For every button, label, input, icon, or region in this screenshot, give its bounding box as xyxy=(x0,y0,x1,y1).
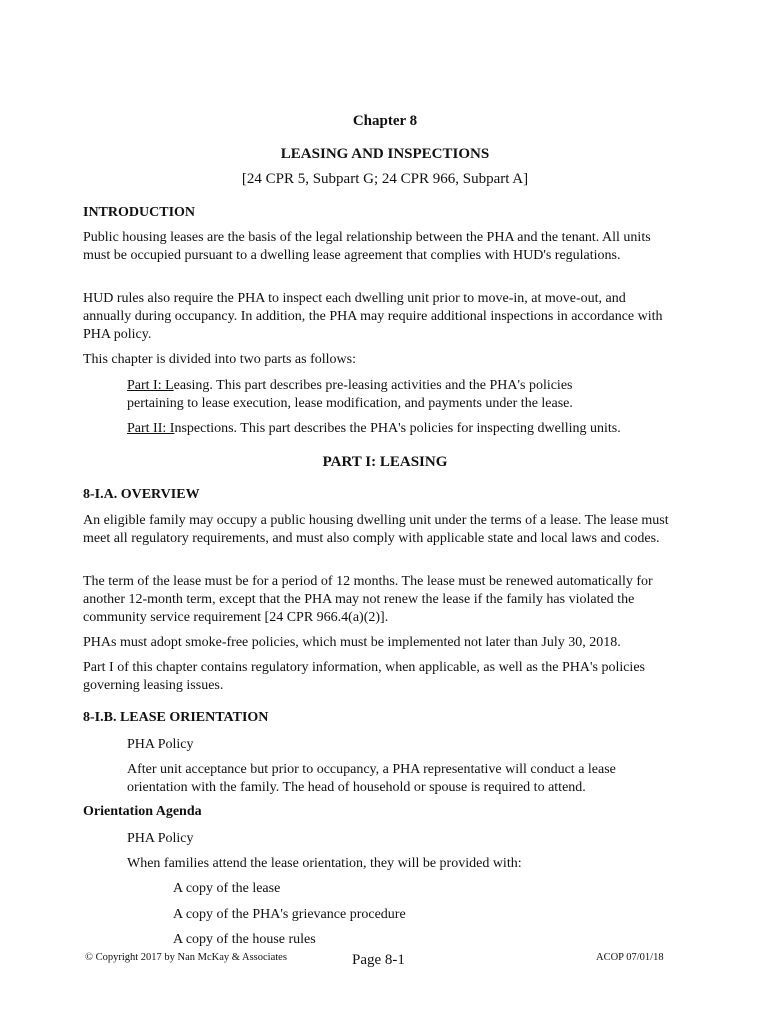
orientation-agenda-heading: Orientation Agenda xyxy=(83,804,202,819)
footer-copyright: © Copyright 2017 by Nan McKay & Associates xyxy=(85,952,287,963)
agenda-item: A copy of the house rules xyxy=(173,932,316,947)
part-ii-link[interactable]: Part II: I xyxy=(127,421,175,436)
intro-paragraph-2: HUD rules also require the PHA to inspect each dwelling unit prior to move-in, at move-out, and annually during occupancy. In addition, the PHA may require additional inspections in accordance with PHA policy. xyxy=(83,291,663,342)
footer-acop-date: ACOP 07/01/18 xyxy=(596,952,664,963)
part-i-heading: PART I: LEASING xyxy=(322,454,448,470)
agenda-item: A copy of the lease xyxy=(173,881,281,896)
agenda-item: A copy of the PHA's grievance procedure xyxy=(173,907,406,922)
intro-paragraph-1: Public housing leases are the basis of the legal relationship between the PHA and the tenant. All units must be occupied pursuant to a dwelling lease agreement that complies with HUD's regulations. xyxy=(83,230,651,263)
chapter-title: LEASING AND INSPECTIONS xyxy=(280,146,490,162)
chapter-citation: [24 CPR 5, Subpart G; 24 CPR 966, Subpart A] xyxy=(241,171,529,187)
agenda-intro: When families attend the lease orientation, they will be provided with: xyxy=(127,856,522,871)
part-i-summary: Part I: Leasing. This part describes pre-leasing activities and the PHA's policies pertaining to lease execution, lease modification, and payments under the lease. xyxy=(127,378,573,411)
part-ii-summary: Part II: Inspections. This part describes the PHA's policies for inspecting dwelling units. xyxy=(127,421,621,436)
lease-orientation-heading: 8-I.B. LEASE ORIENTATION xyxy=(83,710,269,725)
orientation-policy-text: After unit acceptance but prior to occupancy, a PHA representative will conduct a lease orientation with the family. The head of household or spouse is required to attend. xyxy=(127,762,616,795)
overview-paragraph-2: The term of the lease must be for a period of 12 months. The lease must be renewed automatically for another 12-month term, except that the PHA may not renew the lease if the family has violated the community service requirement [24 CPR 966.4(a)(2)]. xyxy=(83,574,653,625)
overview-paragraph-4: Part I of this chapter contains regulatory information, when applicable, as well as the PHA's policies governing leasing issues. xyxy=(83,660,645,693)
part-i-link[interactable]: Part I: L xyxy=(127,378,174,393)
overview-heading: 8-I.A. OVERVIEW xyxy=(83,487,200,502)
overview-paragraph-1: An eligible family may occupy a public housing dwelling unit under the terms of a lease. The lease must meet all regulatory requirements, and must also comply with applicable state and local laws and codes. xyxy=(83,513,669,546)
introduction-heading: INTRODUCTION xyxy=(83,205,196,220)
footer-page-number: Page 8-1 xyxy=(352,952,405,968)
chapter-number: Chapter 8 xyxy=(352,113,418,129)
intro-paragraph-3: This chapter is divided into two parts as follows: xyxy=(83,352,356,367)
pha-policy-label: PHA Policy xyxy=(127,737,194,752)
overview-paragraph-3: PHAs must adopt smoke-free policies, which must be implemented not later than July 30, 2018. xyxy=(83,635,621,650)
pha-policy-label-2: PHA Policy xyxy=(127,831,194,846)
